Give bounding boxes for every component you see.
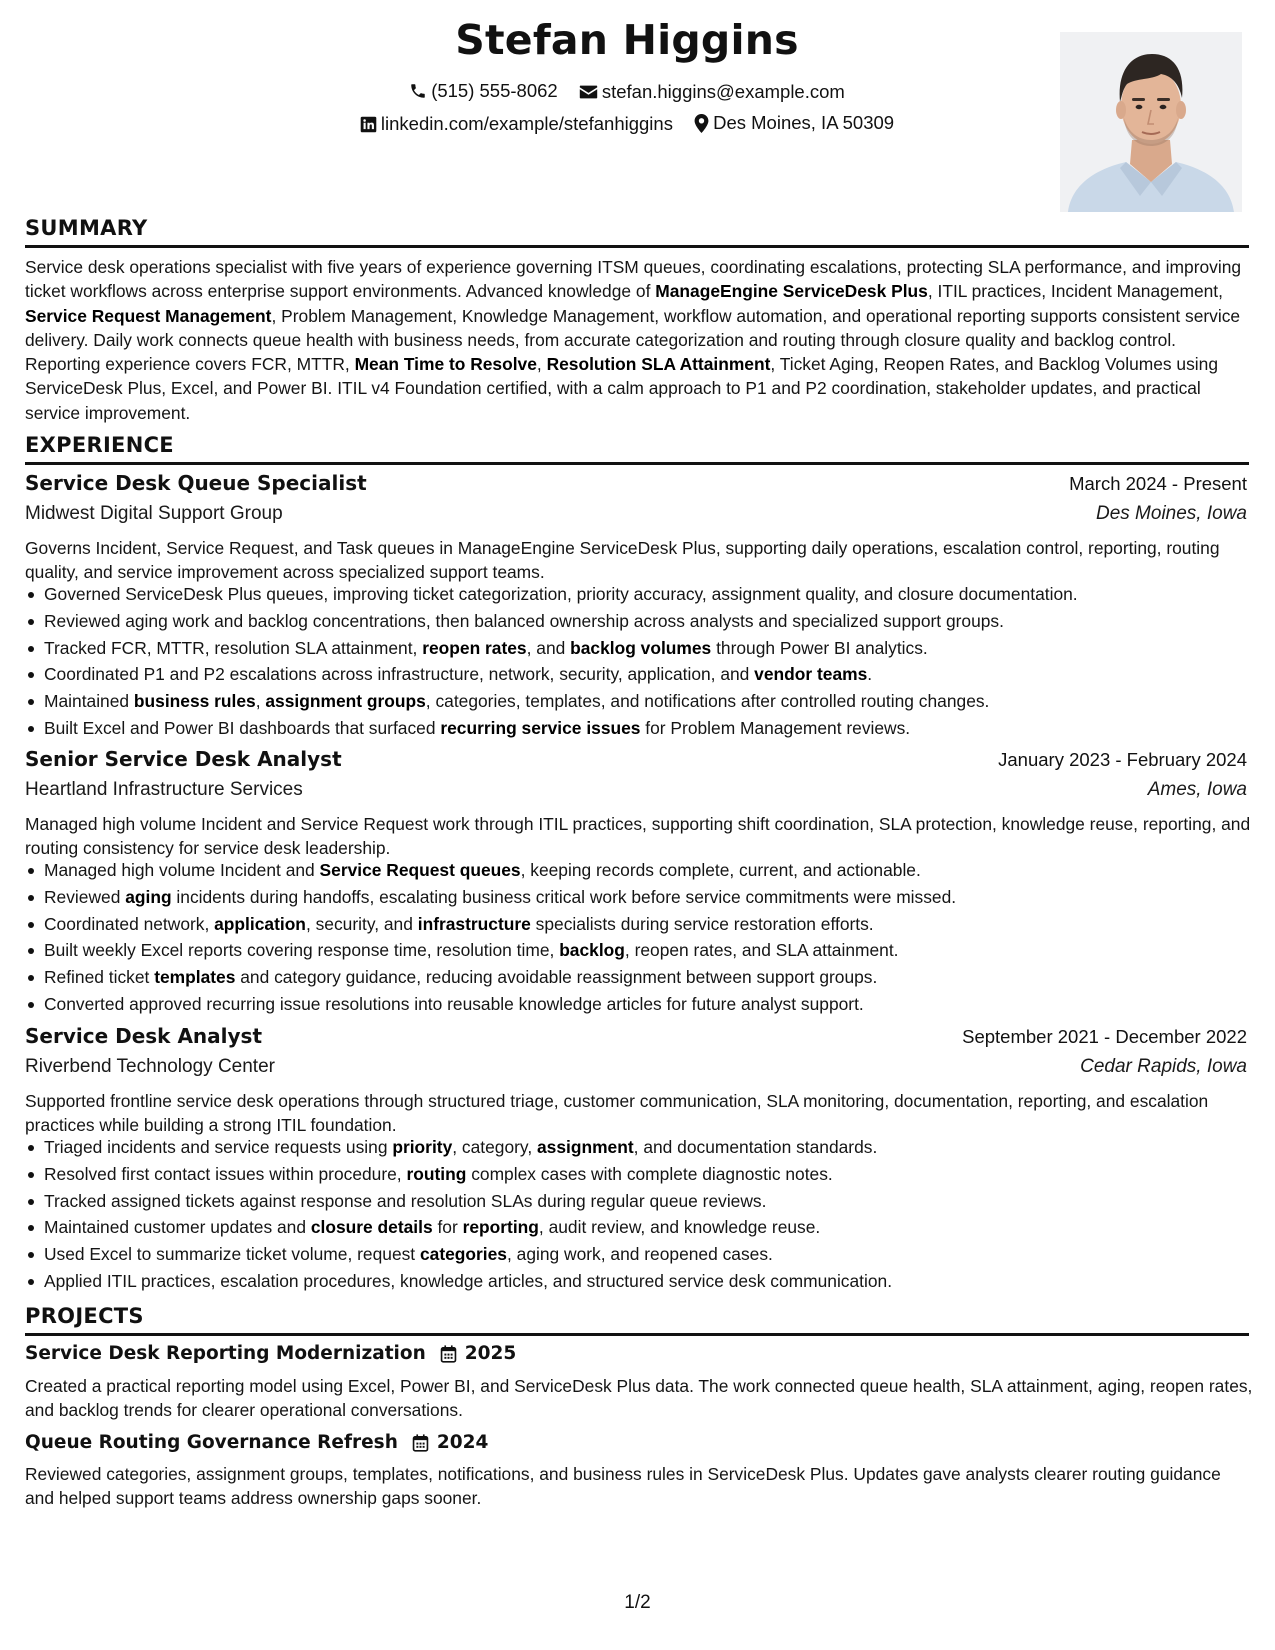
job-bullet: [25, 964, 1253, 991]
job-bullet: [25, 911, 1253, 938]
text-segment: , Ticket Aging, Reopen Rates, and Backlog Volumes using ServiceDesk Plus, Excel, and Power BI. ITIL v4 Foundation certified, with a calm approach to P1 and P2 coordination, stakeholder updates, and practical service improvement.: [25, 354, 1219, 423]
job-bullet: [25, 715, 1253, 742]
text-segment: , audit review, and knowledge reuse.: [538, 1217, 821, 1238]
text-segment: Managed high volume Incident and: [44, 860, 320, 880]
projects-heading: PROJECTS: [25, 1304, 144, 1328]
bold-text: backlog volumes: [570, 637, 712, 658]
job-dates: September 2021 - December 2022: [962, 1026, 1247, 1047]
job-description: Supported frontline service desk operations through structured triage, customer communication, SLA monitoring, documentation, reporting, and escalation practices while building a strong ITIL foundation.: [25, 1091, 1209, 1136]
text-segment: Resolved first contact issues within procedure,: [44, 1163, 407, 1184]
bold-text: Service Request queues: [319, 860, 521, 880]
job-bullet: [25, 608, 1253, 635]
job-title: Service Desk Queue Specialist: [25, 471, 367, 495]
profile-photo: [1060, 32, 1242, 212]
project-title-row: [25, 1343, 516, 1364]
text-segment: through Power BI analytics.: [711, 637, 928, 658]
job-bullet: [25, 937, 1253, 964]
contact-email[interactable]: [579, 81, 845, 103]
text-segment: , keeping records complete, current, and actionable.: [520, 860, 921, 880]
job-bullet: [25, 1188, 1253, 1215]
bold-text: application: [214, 913, 306, 934]
text-segment: ,: [255, 691, 266, 712]
job-title: Senior Service Desk Analyst: [25, 747, 342, 771]
text-segment: , Problem Management, Knowledge Management, workflow automation, and operational reporting supports consistent service delivery. Daily work connects queue health with business needs, from accurate categorization and routing through closure quality and backlog control. Reporting experience covers FCR, MTTR,: [25, 305, 1241, 375]
text-segment: incidents during handoffs, escalating business critical work before service commitments were missed.: [171, 886, 957, 907]
job-location: Des Moines, Iowa: [1095, 503, 1247, 524]
bold-text: infrastructure: [417, 913, 531, 934]
contact-phone[interactable]: [409, 80, 558, 102]
job-bullet: [25, 581, 1253, 608]
summary-heading: SUMMARY: [25, 216, 148, 240]
text-segment: Applied ITIL practices, escalation procedures, knowledge articles, and structured service desk communication.: [44, 1270, 893, 1291]
calendar-icon: [412, 1434, 429, 1452]
job-bullet: [25, 884, 1253, 911]
text-segment: Reviewed aging work and backlog concentrations, then balanced ownership across analysts and specialized support groups.: [44, 610, 1004, 631]
job-bullet: [25, 857, 1253, 884]
job-bullet: [25, 1161, 1253, 1188]
map-pin-icon: [694, 114, 709, 133]
text-segment: , category,: [452, 1137, 537, 1157]
bold-text: closure details: [310, 1217, 433, 1238]
text-segment: , ITIL practices, Incident Management,: [927, 281, 1223, 302]
linkedin-icon: [360, 116, 377, 133]
contact-linkedin[interactable]: [360, 113, 673, 135]
text-segment: Refined ticket: [44, 967, 155, 988]
text-segment: ,: [536, 354, 547, 375]
text-segment: Maintained customer updates and: [44, 1217, 311, 1238]
job-bullet-list: [25, 1134, 1253, 1295]
text-segment: , security, and: [305, 913, 418, 934]
job-bullet-list: [25, 857, 1253, 1018]
project-title-row: [25, 1432, 488, 1453]
text-segment: , reopen rates, and SLA attainment.: [624, 940, 899, 961]
text-segment: Used Excel to summarize ticket volume, request: [44, 1244, 420, 1265]
bold-text: priority: [392, 1137, 453, 1157]
experience-heading: EXPERIENCE: [25, 433, 174, 457]
job-bullet-list: [25, 581, 1253, 742]
bold-text: Resolution SLA Attainment: [546, 354, 771, 375]
job-bullet: [25, 991, 1253, 1018]
bold-text: backlog: [559, 940, 625, 961]
linkedin-text: linkedin.com/example/stefanhiggins: [380, 113, 673, 134]
text-segment: Triaged incidents and service requests using: [44, 1137, 393, 1157]
bold-text: Service Request Management: [25, 305, 272, 326]
job-bullet: [25, 635, 1253, 662]
job-company: Heartland Infrastructure Services: [25, 779, 303, 800]
text-segment: , and: [526, 637, 571, 658]
job-bullet: [25, 1268, 1253, 1295]
contact-location: [694, 112, 894, 134]
experience-divider: [25, 462, 1249, 465]
text-segment: Reviewed: [44, 886, 126, 907]
job-location: Ames, Iowa: [1147, 779, 1247, 800]
project-description: Reviewed categories, assignment groups, templates, notifications, and business rules in ServiceDesk Plus. Updates gave analysts clearer routing guidance and helped support teams address ownership gaps sooner.: [25, 1464, 1221, 1509]
text-segment: for Problem Management reviews.: [640, 717, 911, 738]
project-description: Created a practical reporting model using Excel, Power BI, and ServiceDesk Plus data. The work connected queue health, SLA attainment, aging, reopen rates, and backlog trends for clearer operational conversations.: [25, 1376, 1253, 1421]
job-dates: March 2024 - Present: [1069, 473, 1247, 494]
text-segment: Tracked assigned tickets against response and resolution SLAs during regular queue reviews.: [44, 1190, 767, 1211]
job-location: Cedar Rapids, Iowa: [1080, 1056, 1247, 1077]
email-text: stefan.higgins@example.com: [601, 81, 845, 102]
bold-text: templates: [154, 967, 236, 988]
text-segment: , categories, templates, and notifications after controlled routing changes.: [425, 691, 990, 712]
bold-text: reporting: [462, 1217, 539, 1238]
job-bullet: [25, 1134, 1253, 1161]
job-bullet: [25, 1241, 1253, 1268]
job-description: Managed high volume Incident and Service Request work through ITIL practices, supporting shift coordination, SLA protection, knowledge reuse, reporting, and routing consistency for service desk leadership.: [25, 814, 1251, 859]
bold-text: business rules: [133, 691, 256, 712]
text-segment: .: [867, 664, 873, 685]
job-bullet: [25, 1214, 1253, 1241]
text-segment: Built Excel and Power BI dashboards that surfaced: [44, 717, 441, 738]
project-year: 2025: [464, 1343, 517, 1364]
text-segment: Tracked FCR, MTTR, resolution SLA attainment,: [44, 637, 423, 658]
phone-icon: [409, 82, 427, 100]
job-bullet: [25, 688, 1253, 715]
job-company: Riverbend Technology Center: [25, 1056, 275, 1077]
text-segment: Service desk operations specialist with five years of experience governing ITSM queues, coordinating escalations, protecting SLA performance, and improving ticket workflows across enterprise support environments. Advanced knowledge of: [25, 257, 1242, 302]
bold-text: reopen rates: [422, 637, 527, 658]
bold-text: aging: [125, 886, 172, 907]
project-title: Queue Routing Governance Refresh: [25, 1432, 398, 1453]
bold-text: recurring service issues: [440, 717, 641, 738]
text-segment: Coordinated network,: [44, 913, 215, 934]
text-segment: Governed ServiceDesk Plus queues, improving ticket categorization, priority accuracy, assignment quality, and closure documentation.: [44, 584, 1078, 604]
text-segment: complex cases with complete diagnostic notes.: [466, 1163, 833, 1184]
projects-divider: [25, 1333, 1249, 1336]
text-segment: , aging work, and reopened cases.: [506, 1244, 773, 1265]
bold-text: categories: [419, 1244, 507, 1265]
job-description: Governs Incident, Service Request, and Task queues in ManageEngine ServiceDesk Plus, supporting daily operations, escalation control, reporting, routing quality, and service improvement across specialized support teams.: [25, 538, 1220, 583]
bold-text: assignment: [537, 1137, 634, 1157]
text-segment: for: [432, 1217, 463, 1238]
text-segment: Built weekly Excel reports covering response time, resolution time,: [44, 940, 560, 961]
text-segment: Maintained: [44, 691, 134, 712]
job-company: Midwest Digital Support Group: [25, 503, 283, 524]
job-dates: January 2023 - February 2024: [998, 749, 1247, 770]
bold-text: vendor teams: [754, 664, 868, 685]
job-bullet: [25, 661, 1253, 688]
location-text: Des Moines, IA 50309: [713, 112, 895, 133]
bold-text: assignment groups: [265, 691, 426, 712]
summary-text: [25, 255, 1253, 425]
page-number: 1/2: [624, 1592, 651, 1613]
phone-text: (515) 555-8062: [431, 80, 558, 101]
text-segment: Converted approved recurring issue resolutions into reusable knowledge articles for future analyst support.: [44, 993, 864, 1014]
bold-text: Mean Time to Resolve: [354, 354, 537, 375]
candidate-name: Stefan Higgins: [455, 16, 799, 64]
job-title: Service Desk Analyst: [25, 1024, 263, 1048]
calendar-icon: [440, 1345, 457, 1363]
bold-text: ManageEngine ServiceDesk Plus: [655, 281, 928, 302]
envelope-icon: [579, 84, 598, 100]
text-segment: Coordinated P1 and P2 escalations across infrastructure, network, security, application, and: [44, 664, 755, 685]
text-segment: and category guidance, reducing avoidable reassignment between support groups.: [235, 967, 878, 988]
project-year: 2024: [436, 1432, 489, 1453]
text-segment: specialists during service restoration efforts.: [530, 913, 874, 934]
project-title: Service Desk Reporting Modernization: [25, 1343, 426, 1364]
text-segment: , and documentation standards.: [633, 1137, 878, 1157]
summary-divider: [25, 245, 1249, 248]
bold-text: routing: [406, 1163, 467, 1184]
